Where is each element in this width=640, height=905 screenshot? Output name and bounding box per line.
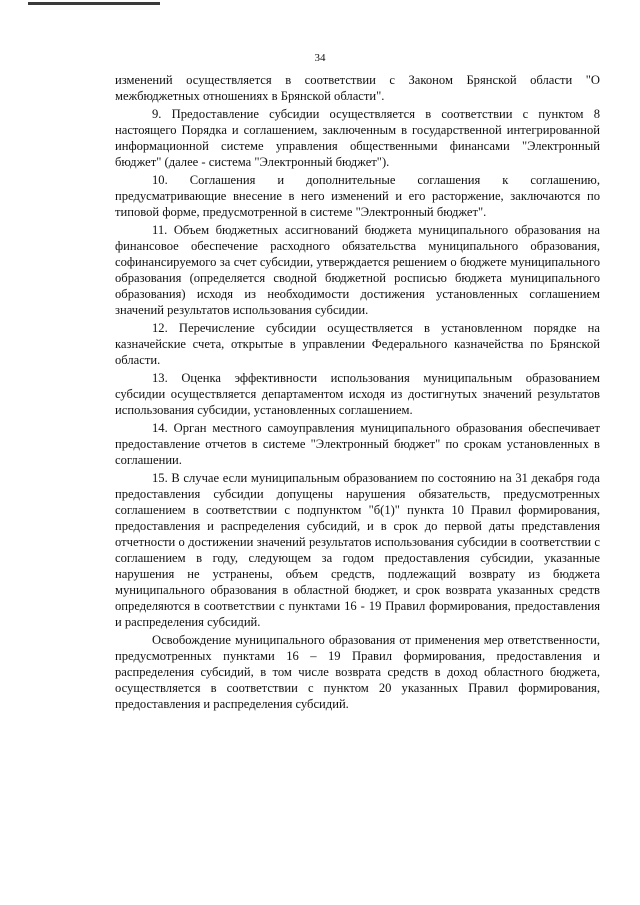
paragraph-15: 15. В случае если муниципальным образованием по состоянию на 31 декабря года предоставления субсидии допущены нарушения обязательств, предусмотренных соглашением в соответствии с подпунктом "б(1)" пункта 10 Правил формирования, предоставления и распределения субсидий, и в срок до первой даты представления отчетности о достижении значений результатов использования субсидии в соответствии с соглашением в году, следующем за годом предоставления субсидии, указанные нарушения не устранены, объем средств, подлежащий возврату из бюджета муниципального образования в областной бюджет, и срок возврата указанных средств определяются в соответствии с пунктами 16 - 19 Правил формирования, предоставления и распределения субсидий.: [115, 471, 600, 629]
paragraph-12: 12. Перечисление субсидии осуществляется в установленном порядке на казначейские счета, открытые в управлении Федерального казначейства по Брянской области.: [115, 321, 600, 367]
document-body: [115, 72, 600, 714]
page-number: 34: [314, 52, 326, 64]
paragraph-continuation: изменений осуществляется в соответствии с Законом Брянской области "О межбюджетных отношениях в Брянской области".: [115, 73, 600, 103]
paragraph-9: 9. Предоставление субсидии осуществляется в соответствии с пунктом 8 настоящего Порядка и соглашением, заключенным в государственной интегрированной информационной системе управления общественными финансами "Электронный бюджет" (далее - система "Электронный бюджет").: [115, 107, 600, 169]
paragraph-10: 10. Соглашения и дополнительные соглашения к соглашению, предусматривающие внесение в него изменений и его расторжение, заключаются по типовой форме, предусмотренной в системе "Электронный бюджет".: [115, 173, 600, 219]
paragraph-14: 14. Орган местного самоуправления муниципального образования обеспечивает предоставление отчетов в системе "Электронный бюджет" по срокам установленных в соглашении.: [115, 421, 600, 467]
paragraph-exemption: Освобождение муниципального образования от применения мер ответственности, предусмотренных пунктами 16 – 19 Правил формирования, предоставления и распределения субсидий, в том числе возврата средств в доход областного бюджета, осуществляется в соответствии с пунктом 20 указанных Правил формирования, предоставления и распределения субсидий.: [115, 633, 600, 711]
paragraph-11: 11. Объем бюджетных ассигнований бюджета муниципального образования на финансовое обеспечение расходного обязательства муниципального образования, софинансируемого за счет субсидии, утверждается решением о бюджете муниципального образования (определяется сводной бюджетной росписью бюджета муниципального образования) исходя из необходимости достижения установленных соглашением значений результатов использования субсидии.: [115, 223, 600, 317]
scan-artifact-bar: [28, 2, 160, 5]
paragraph-13: 13. Оценка эффективности использования муниципальным образованием субсидии осуществляется департаментом исходя из достигнутых значений результатов использования субсидии, установленных соглашением.: [115, 371, 600, 417]
